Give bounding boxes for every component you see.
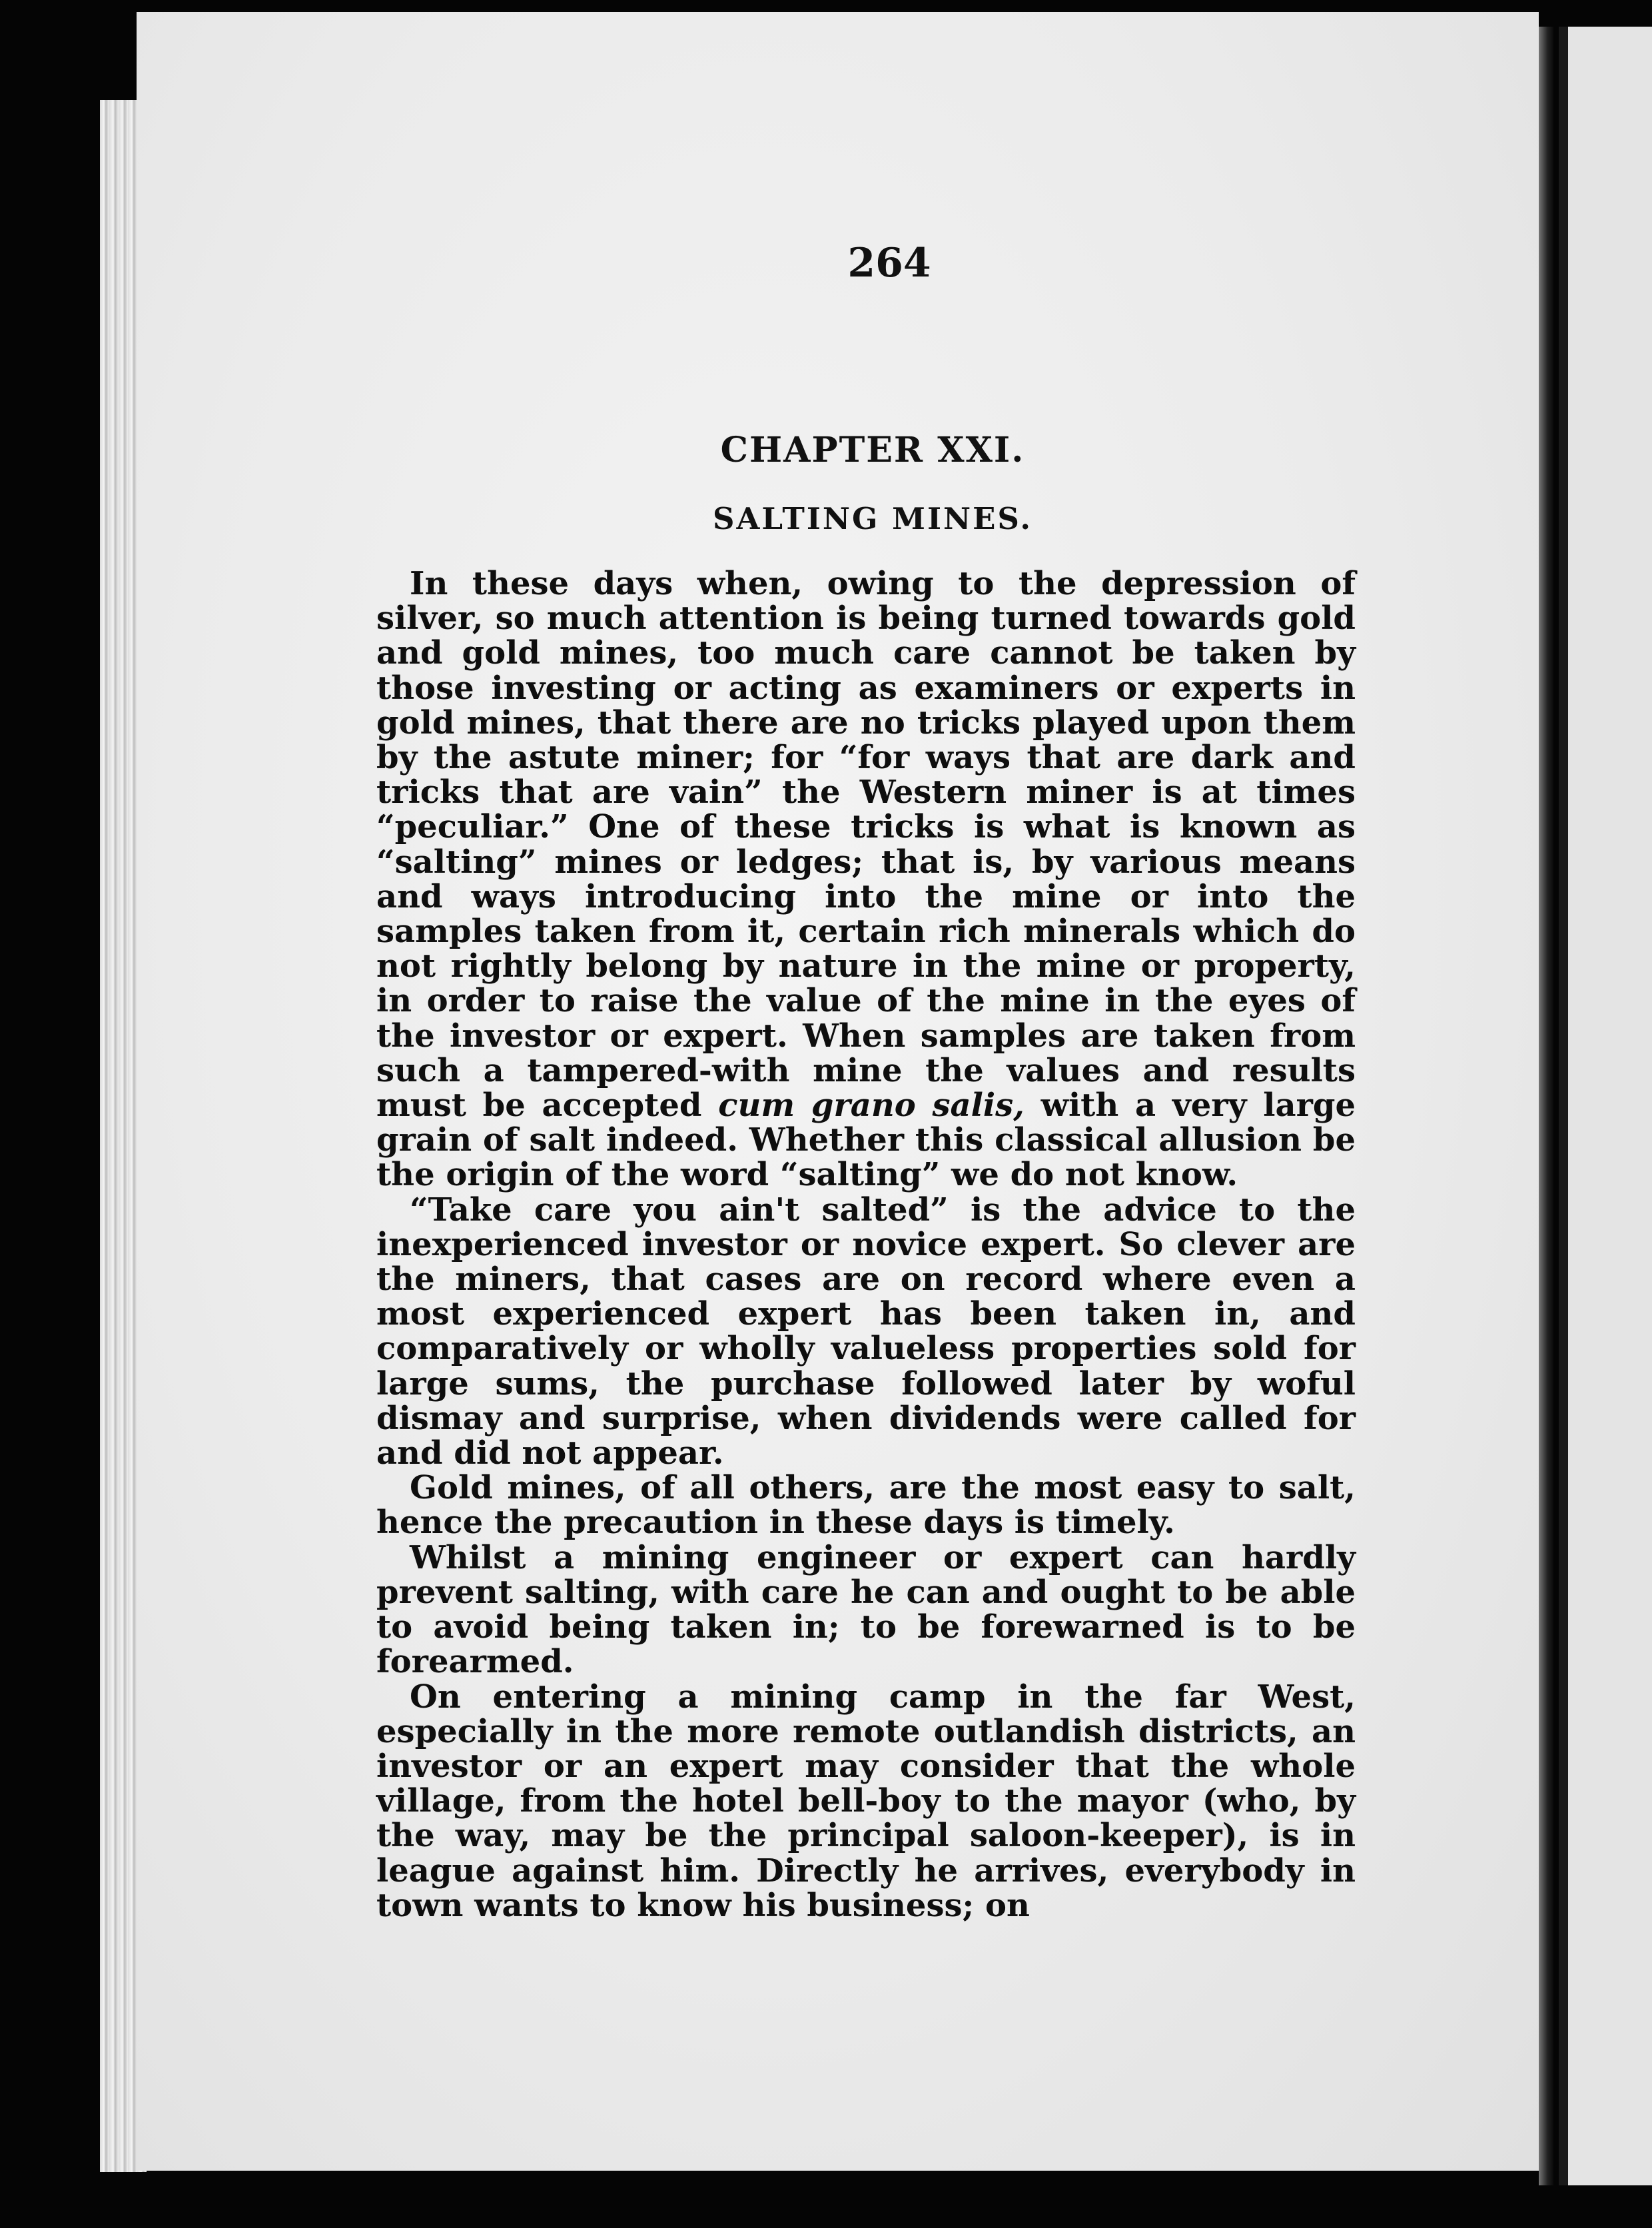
- paragraph: “Take care you ain't salted” is the advice to the inexperienced investor or novice expert. So clever are the miners, that cases are on record where even a most experienced expert has been taken in, and comparatively or wholly valueless properties sold for large sums, the purchase followed later by woful dismay and surprise, when dividends were called for and did not appear.: [376, 1191, 1356, 1472]
- chapter-heading: CHAPTER XXI.: [720, 430, 1025, 470]
- page-number: 264: [847, 240, 931, 286]
- paragraph: [376, 566, 1356, 1193]
- latin-phrase: cum grano salis,: [718, 1087, 1025, 1125]
- section-heading: SALTING MINES.: [712, 501, 1032, 536]
- paragraph: On entering a mining camp in the far West, especially in the more remote outlandish districts, an investor or an expert may consider that the whole village, from the hotel bell-boy to the mayor (who, by the way, may be the principal saloon-keeper), is in league against him. Directly he arrives, everybody in town wants to know his business; on: [376, 1678, 1356, 1924]
- paragraph-text: In these days when, owing to the depression of silver, so much attention is being turned towards gold and gold mines, too much care cannot be taken by those investing or acting as examiners or experts in gold mines, that there are no tricks played upon them by the astute miner; for “for ways that are dark and tricks that are vain” the Western miner is at times “peculiar.” One of these tricks is what is known as “salting” mines or ledges; that is, by various means and ways introducing into the mine or into the samples taken from it, certain rich minerals which do not rightly belong by nature in the mine or property, in order to raise the value of the mine in the eyes of the investor or expert. When samples are taken from such a tampered-with mine the values and results must be accepted: [376, 565, 1356, 1125]
- body-text: [376, 566, 1356, 1923]
- paragraph: Whilst a mining engineer or expert can hardly prevent salting, with care he can and ought to be able to avoid being taken in; to be forewarned is to be forearmed.: [376, 1538, 1356, 1681]
- book-gutter: [1539, 27, 1553, 2185]
- paragraph: Gold mines, of all others, are the most easy to salt, hence the precaution in these days is timely.: [376, 1469, 1356, 1542]
- paragraph-text: with a very large grain of salt indeed. Whether this classical allusion be the origin of the word “salting” we do not know.: [376, 1087, 1356, 1194]
- facing-page-edge: [1559, 27, 1652, 2185]
